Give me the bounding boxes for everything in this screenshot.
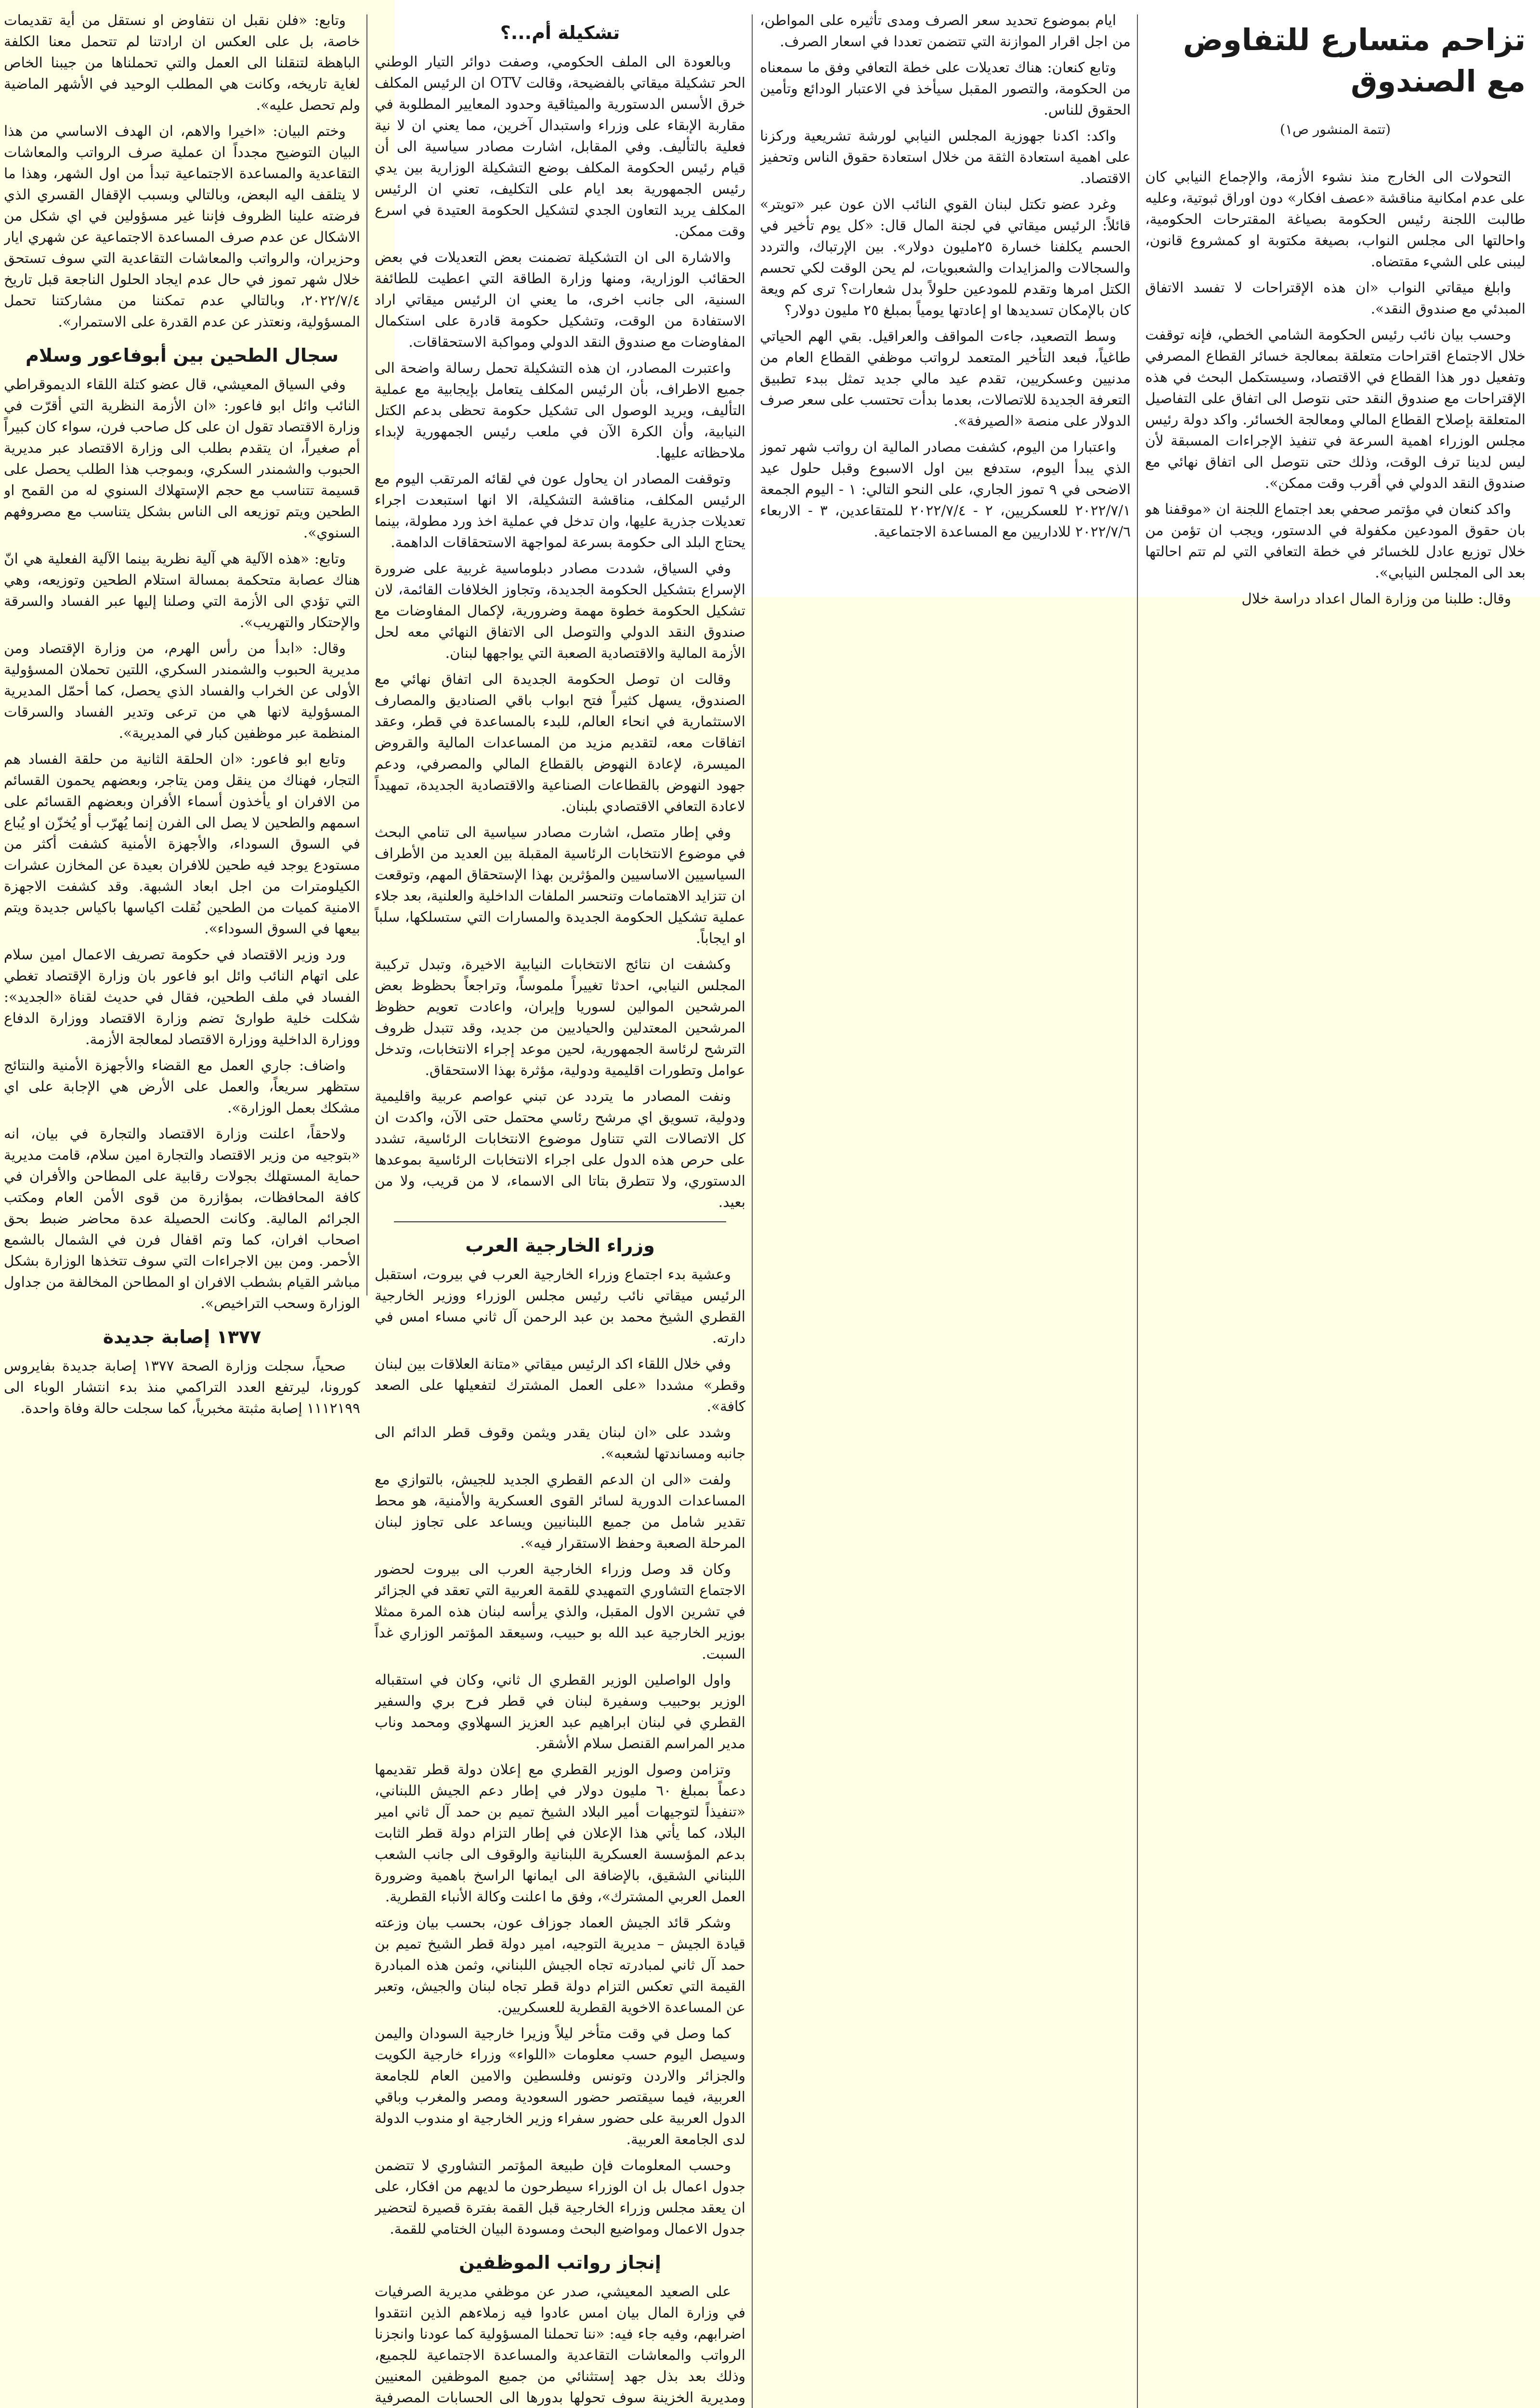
paragraph: كما وصل في وقت متأخر ليلاً وزيرا خارجية السودان واليمن وسيصل اليوم حسب معلومات «اللواء» وزراء خارجية الكويت والجزائر والاردن وتونس وفلسطين والامين العام للجامعة العربية، فيما سيقتصر حضور السعودية ومصر والمغرب وباقي الدول العربية على حضور سفراء وزير الخارجية او مندوب الدولة لدى الجامعة العربية. <box>375 2025 745 2147</box>
paragraph: ايام بموضوع تحديد سعر الصرف ومدى تأثيره على المواطن، من اجل اقرار الموازنة التي تتضمن تعددا في اسعار الصرف. <box>760 12 1131 50</box>
paragraph: ونفت المصادر ما يتردد عن تبني عواصم عربية واقليمية ودولية، تسويق اي مرشح رئاسي محتمل حتى الآن، واكدت ان كل الاتصالات التي تتناول موضوع الانتخابات الرئاسية، تشدد على حرص هذه الدول على اجراء الانتخابات الرئاسية بموعدها الدستوري، ولا تتطرق بتاتا الى الاسماء، لا من قريب، ولا من بعيد. <box>375 1088 745 1210</box>
paragraph: وحسب بيان نائب رئيس الحكومة الشامي الخطي، فإنه توقفت خلال الاجتماع اقتراحات متعلقة بمعالجة خسائر القطاع المصرفي وتفعيل دور هذا القطاع في الاقتصاد، وسيستكمل البحث في هذه الإقتراحات مع صندوق النقد حتى نتوصل الى اتفاق على التفاصيل المتعلقة بإصلاح القطاع المالي ومعالجة الخسائر. واكد دولة رئيس مجلس الوزراء اهمية السرعة في تنفيذ الإجراءات المسبقة لأن ليس لدينا ترف الوقت، وذلك حتى نتوصل الى اتفاق نهائي مع صندوق النقد الدولي في أقرب وقت ممكن». <box>1145 327 1526 491</box>
paragraph: وتزامن وصول الوزير القطري مع إعلان دولة قطر تقديمها دعماً بمبلغ ٦٠ مليون دولار في إطار دعم الجيش اللبناني، «تنفيذاً لتوجيهات أمير البلاد الشيخ تميم بن حمد آل ثاني امير البلاد، كما يأتي هذا الإعلان في إطار التزام دولة قطر الثابت بدعم المؤسسة العسكرية اللبنانية والوقوف الى جانب الشعب اللبناني الشقيق، بالإضافة الى ايمانها الراسخ باهمية وضرورة العمل العربي المشترك»، وفق ما اعلنت وكالة الأنباء القطرية. <box>375 1761 745 1905</box>
article-column-2 <box>760 10 1131 2408</box>
section-title: وزراء الخارجية العرب <box>465 1235 655 1256</box>
paragraph: وعشية بدء اجتماع وزراء الخارجية العرب في بيروت، استقبل الرئيس ميقاتي نائب رئيس مجلس الوزراء ووزير الخارجية القطري الشيخ محمد بن عبد الرحمن آل ثاني مساء امس في دارته. <box>375 1266 745 1346</box>
column-divider <box>366 14 367 1296</box>
paragraph: وقالت ان توصل الحكومة الجديدة الى اتفاق نهائي مع الصندوق، يسهل كثيراً فتح ابواب باقي الصناديق والمصارف الاستثمارية في انحاء العالم، للبدء بالمساعدة في قطر، وعقد اتفاقات معه، لتقديم مزيد من المساعدات المالية والقروض الميسرة، لإعادة النهوض بالقطاع المالي والمصرفي، ودعم جهود النهوض بالقطاعات الصناعية والاقتصادية الجديدة، تمهيداً لاعادة التعافي الاقتصادي بلبنان. <box>375 671 745 814</box>
paragraph: واعتبرت المصادر، ان هذه التشكيلة تحمل رسالة واضحة الى جميع الاطراف، بأن الرئيس المكلف يتعامل بإيجابية مع عملية التأليف، ويريد الوصول الى تشكيل حكومة تحظى بدعم الكتل النيابية، وأن الكرة الآن في ملعب رئيس الجمهورية لإبداء ملاحظاته عليها. <box>375 360 745 461</box>
paragraph: صحياً، سجلت وزارة الصحة ١٣٧٧ إصابة جديدة بفايروس كورونا، ليرتفع العدد التراكمي منذ بدء انتشار الوباء الى ١١١٢١٩٩ إصابة مثبتة مخبرياً، كما سجلت حالة وفاة واحدة. <box>4 1358 360 1416</box>
headline: تزاحم متسارع للتفاوض مع الصندوق <box>1183 22 1526 99</box>
paragraph: وفي خلال اللقاء اكد الرئيس ميقاتي «متانة العلاقات بين لبنان وقطر» مشددا «على العمل المشترك لتفعيلها على الصعد كافة». <box>375 1356 745 1414</box>
article-column-3 <box>375 10 745 2408</box>
article-column-4 <box>4 10 360 2408</box>
paragraph: وكشفت ان نتائج الانتخابات النيابية الاخيرة، وتبدل تركيبة المجلس النيابي، احدثا تغييراً ملموساً، وتراجعاً بحظوظ بعض المرشحين الموالين لسوريا وإيران، واعادت تعويم حظوظ المرشحين المعتدلين والحياديين من جديد، وقد تتبدل ظروف الترشح لرئاسة الجمهورية، لحين موعد إجراء الانتخابات، وتدخل عوامل وتطورات اقليمية ودولية، مؤثرة بهذا الاستحقاق. <box>375 956 745 1078</box>
paragraph: واعتبارا من اليوم، كشفت مصادر المالية ان رواتب شهر تموز الذي يبدأ اليوم، ستدفع بين اول الاسبوع وقبل حلول عيد الاضحى في ٩ تموز الجاري، على النحو التالي: ١ - اليوم الجمعة ٢٠٢٢/٧/١ للعسكريين، ٢ - ٢٠٢٢/٧/٤ للمتقاعدين، ٣ - الاربعاء ٢٠٢٢/٧/٦ للاداريين مع المساعدة الاجتماعية. <box>760 439 1131 540</box>
paragraph: واكد: اكدنا جهوزية المجلس النيابي لورشة تشريعية وركزنا على اهمية استعادة الثقة من خلال استعادة حقوق الناس وتحفيز الاقتصاد. <box>760 128 1131 186</box>
paragraph: وتوقفت المصادر ان يحاول عون في لقائه المرتقب اليوم مع الرئيس المكلف، مناقشة التشكيلة، الا انها استبعدت اجراء تعديلات جذرية عليها، وان تدخل في عملية اخذ ورد مطولة، بينما يحتاج البلد الى حكومة بسرعة لمواجهة الاستحقاقات الداهمة. <box>375 471 745 550</box>
paragraph: وفي السياق المعيشي، قال عضو كتلة اللقاء الديموقراطي النائب وائل ابو فاعور: «ان الأزمة النظرية التي أقرّت في وزارة الاقتصاد تقول ان على كل صاحب فرن، سواء كان كبيراً أم صغيراً، ان يتقدم بطلب الى وزارة الاقتصاد عبر مديرية الحبوب والشمندر السكري، وبموجب هذا الطلب يحصل على قسيمة تتناسب مع حجم الإستهلاك السنوي له من القمح او الطحين ويتم توزيعه الى الناس بشكل يتناسب مع مصروفهم السنوي». <box>4 376 360 541</box>
paragraph: وكان قد وصل وزراء الخارجية العرب الى بيروت لحضور الاجتماع التشاوري التمهيدي للقمة العربية التي تعقد في الجزائر في تشرين الاول المقبل، والذي يرأسه لبنان هذه المرة ممثلا بوزير الخارجية عبد الله بو حبيب، وسيعقد المؤتمر الوزاري غداً السبت. <box>375 1561 745 1662</box>
paragraph: التحولات الى الخارج منذ نشوء الأزمة، والإجماع النيابي كان على عدم امكانية مناقشة «عصف افكار» دون اوراق ثبوتية، وعليه طالبت اللجنة رئيس الحكومة بصياغة المقترحات الحكومية، واحالتها الى مجلس النواب، بصيغة مكتوبة او كمشروع قانون، ليبنى على الشيء مقتضاه. <box>1145 169 1526 270</box>
paragraph: وسط التصعيد، جاءت المواقف والعراقيل. بقي الهم الحياتي طاغياً، فبعد التأخير المتعمد لرواتب موظفي القطاع العام من مدنيين وعسكريين، تقدم عيد مالي جديد تمثل ببدء تطبيق التعرفة الجديدة للاتصالات، بعدما بدأت تحتسب على سعر صرف الدولار على منصة «الصيرفة». <box>760 328 1131 429</box>
paragraph: وتابع ابو فاعور: «ان الحلقة الثانية من حلقة الفساد هم التجار، فهناك من ينقل ومن يتاجر، وبعضهم يحمون القسائم من الافران او يأخذون أسماء الأفران وبعضهم القسائم على اسمهم والطحين لا يصل الى الفرن إنما يُهرّب أو يُخزّن او يُباع في السوق السوداء، والأجهزة الأمنية كشفت أكثر من مستودع يوجد فيه طحين للافران بعيدة عن المخازن عشرات الكيلومترات من اجل ابعاد الشبهة. وقد كشفت الاجهزة الامنية كميات من الطحين نُقلت اكياسها باكياس جديدة ويتم بيعها في السوق السوداء». <box>4 751 360 937</box>
paragraph: وفي إطار متصل، اشارت مصادر سياسية الى تنامي البحث في موضوع الانتخابات الرئاسية المقبلة بين العديد من الأطراف السياسيين الاساسيين والمؤثرين بهذا الإستحقاق المهم، وتوقعت ان تتزايد الاهتمامات وتنحسر الملفات الداخلية والعلنية، بعد جلاء عملية تشكيل الحكومة الجديدة والمسارات التي ستسلكها، سلباً او ايجاباً. <box>375 824 745 946</box>
section-title: إنجاز رواتب الموظفين <box>459 2252 661 2273</box>
paragraph: وختم البيان: «اخيرا والاهم، ان الهدف الاساسي من هذا البيان التوضيح مجدداً ان عملية صرف الرواتب والمعاشات التقاعدية والمساعدة الاجتماعية تبدأ من اول الشهر، وهذا ما لا يتلقف اليه البعض، وبالتالي وبسبب الإقفال القسري الذي فرضته علينا الظروف فإننا غير مسؤولين في اي شكل من الاشكال عن عدم صرف المساعدة الاجتماعية عن شهري ايار وحزيران، والرواتب والمعاشات التقاعدية التي سوف تستحق خلال شهر تموز في حال عدم ايجاد الحلول الناجعة قبل تاريخ ٢٠٢٢/٧/٤، وبالتالي عدم تمكننا من مشاركتنا تحمل المسؤولية، ونعتذر عن عدم القدرة على الاستمرار». <box>4 123 360 330</box>
paragraph: على الصعيد المعيشي، صدر عن موظفي مديرية الصرفيات في وزارة المال بيان امس عادوا فيه زملاءهم الذين انتقدوا اضرابهم، وفيه جاء فيه: «ننا تحملنا المسؤولية كما عودنا وانجزنا الرواتب والمعاشات التقاعدية والمساعدة الاجتماعية للجميع، وذلك بعد بذل جهد إستثنائي من جميع الموظفين المعنيين ومديرية الخزينة سوف تحولها بدورها الى الحسابات المصرفية <box>375 2283 745 2406</box>
paragraph: وتابع: «فلن نقبل ان نتفاوض او نستقل من أية تقديمات خاصة، بل على العكس ان ارادتنا لم تتحمل معنا الكلفة الباهظة لتنقلنا الى العمل والتي تحملناها من جيبنا الخاص لغاية تاريخه، وكانت هي المطلب الوحيد في الأشهر الماضية ولم تحصل عليه». <box>4 12 360 113</box>
article-column-1 <box>1145 10 1526 2408</box>
section-title: تشكيلة أم...؟ <box>500 22 620 43</box>
paragraph: والاشارة الى ان التشكيلة تضمنت بعض التعديلات في بعض الحقائب الوزارية، ومنها وزارة الطاقة التي اعطيت للطائفة السنية، الى جانب اخرى، ما يعني ان الرئيس ميقاتي اراد الاستفادة من الوقت، وتشكيل حكومة قادرة على استكمال المفاوضات مع صندوق النقد الدولي ومواكبة الاستحقاقات. <box>375 249 745 350</box>
section-title: سجال الطحين بين أبوفاعور وسلام <box>26 345 339 366</box>
paragraph: وحسب المعلومات فإن طبيعة المؤتمر التشاوري لا تتضمن جدول اعمال بل ان الوزراء سيطرحون ما لديهم من افكار، على ان يعقد مجلس وزراء الخارجية قبل القمة بفترة قصيرة لتحضير جدول الاعمال ومواضيع البحث ومسودة البيان الختامي للقمة. <box>375 2157 745 2237</box>
paragraph: ورد وزير الاقتصاد في حكومة تصريف الاعمال امين سلام على اتهام النائب وائل ابو فاعور بان وزارة الإقتصاد تغطي الفساد في ملف الطحين، فقال في حديث لقناة «الجديد»: شكلت خلية طوارئ تضم وزارة الاقتصاد ووزارة الدفاع ووزارة الداخلية ووزارة الاقتصاد لمعالجة الأزمة. <box>4 946 360 1047</box>
paragraph: واضاف: جاري العمل مع القضاء والأجهزة الأمنية والنتائج ستظهر سريعاً، والعمل على الأرض هي الإجابة على اي مشكك بعمل الوزارة». <box>4 1057 360 1116</box>
paragraph: وقال: طلبنا من وزارة المال اعداد دراسة خلال <box>1241 590 1511 607</box>
paragraph: وشدد على «ان لبنان يقدر ويثمن وقوف قطر الدائم الى جانبه ومساندتها لشعبه». <box>375 1424 745 1462</box>
paragraph: واول الواصلين الوزير القطري ال ثاني، وكان في استقباله الوزير بوحبيب وسفيرة لبنان في قطر فرح بري والسفير القطري في لبنان ابراهيم عبد العزيز السهلاوي ومحمد وناب مدير المراسم القنصل سلام الأشقر. <box>375 1672 745 1752</box>
paragraph: وتابع كنعان: هناك تعديلات على خطة التعافي وفق ما سمعناه من الحكومة، والتصور المقبل سيأخذ في الاعتبار الودائع وتأمين الحقوق للناس. <box>760 59 1131 118</box>
paragraph: ولفت «الى ان الدعم القطري الجديد للجيش، بالتوازي مع المساعدات الدورية لسائر القوى العسكرية والأمنية، هو محط تقدير شامل من جميع اللبنانيين ويساعد على تجاوز لبنان المرحلة الصعبة وحفظ الاستقرار فيه». <box>375 1471 745 1551</box>
paragraph: وابلغ ميقاتي النواب «ان هذه الإقتراحات لا تفسد الاتفاق المبدئي مع صندوق النقد». <box>1145 279 1526 317</box>
paragraph: وقال: «ابدأ من رأس الهرم، من وزارة الإقتصاد ومن مديرية الحبوب والشمندر السكري، اللتين تحملان المسؤولية الأولى عن الخراب والفساد الذي يحصل، كما أحمّل المديرية المسؤولية لانها هي من ترعى وتدير الفساد والسرقات المنظمة عبر موظفين كبار في المديرية». <box>4 640 360 741</box>
column-divider <box>752 14 753 2408</box>
paragraph: وشكر قائد الجيش العماد جوزاف عون، بحسب بيان وزعته قيادة الجيش – مديرية التوجيه، امير دولة قطر الشيخ تميم بن حمد آل ثاني لمبادرته تجاه الجيش اللبناني، وثمن هذه المبادرة القيمة التي تعكس التزام دولة قطر تجاه لبنان والجيش، وتعبر عن المساعدة الاخوية القطرية للعسكريين. <box>375 1914 745 2015</box>
paragraph: ولاحقاً، اعلنت وزارة الاقتصاد والتجارة في بيان، انه «بتوجيه من وزير الاقتصاد والتجارة امين سلام، قامت مديرية حماية المستهلك بجولات رقابية على المطاحن والأفران في كافة المحافظات، بمؤازرة من قوى الأمن العام ومكتب الجرائم المالية. وكانت الحصيلة عدة محاضر ضبط بحق اصحاب افران، كما وتم اقفال فرن في الشمال بالشمع الأحمر. ومن بين الاجراءات التي سوف تتخذها الوزارة بشكل مباشر القيام بشطب الافران او المطاحن المخالفة من جداول الوزارة وسحب التراخيص». <box>4 1125 360 1311</box>
continued-note: (تتمة المنشور ص١) <box>1280 121 1391 137</box>
paragraph: وغرد عضو تكتل لبنان القوي النائب الان عون عبر «تويتر» قائلاً: الرئيس ميقاتي في لجنة المال قال: «كل يوم تأخير في الحسم يكلفنا خسارة ٢٥مليون دولار». بين الإرتباك، والتردد والسجالات والمزايدات والشعبويات، لم يحن الوقت لكي تحسم الكتل امرها وتقدم للمودعين حلولاً بدل شعارات؟ ترى كم ويعة كان بالإمكان تسديدها او إعادتها يومياً بمبلغ ٢٥ مليون دولار؟ <box>760 196 1131 318</box>
paragraph: واكد كنعان في مؤتمر صحفي بعد اجتماع اللجنة ان «موقفنا هو بان حقوق المودعين مكفولة في الدستور، ويجب ان تؤمن من خلال توزيع عادل للخسائر في خطة التعافي التي لم تتم احالتها بعد الى المجلس النيابي». <box>1145 501 1526 581</box>
section-title: ١٣٧٧ إصابة جديدة <box>103 1326 261 1348</box>
paragraph: وتابع: «هذه الآلية هي آلية نظرية بينما الآلية الفعلية هي انّ هناك عصابة متحكمة بمسالة استلام الطحين وتوزيعه، وهي التي تؤدي الى الأزمة التي وصلنا إليها عبر الفساد والسرقة والإحتكار والتهريب». <box>4 550 360 630</box>
section-divider <box>394 1221 726 1222</box>
column-divider <box>1137 14 1138 2408</box>
paragraph: وفي السياق، شددت مصادر دبلوماسية غربية على ضرورة الإسراع بتشكيل الحكومة الجديدة، وتجاوز الخلافات القائمة، لان تشكيل الحكومة خطوة مهمة وضرورية، لإكمال المفاوضات مع صندوق النقد الدولي والتوصل الى الاتفاق النهائي معه لحل الأزمة المالية والاقتصادية الصعبة التي يواجهها لبنان. <box>375 560 745 661</box>
paragraph: وبالعودة الى الملف الحكومي، وصفت دوائر التيار الوطني الحر تشكيلة ميقاتي بالفضيحة، وقالت OTV ان الرئيس المكلف خرق الأسس الدستورية والميثاقية وحدود المعايير المطلوبة في مقاربة الإبقاء على وزراء واستبدال آخرين، مما يعني ان لا نية فعلية بالتأليف. وفي المقابل، اشارت مصادر سياسية الى أن قيام رئيس الحكومة المكلف بوضع التشكيلة الوزارية بين يدي رئيس الجمهورية بعد ايام على التكليف، تعني ان الرئيس المكلف يريد التعاون الجدي لتشكيل الحكومة العتيدة في اسرع وقت ممكن. <box>375 53 745 239</box>
